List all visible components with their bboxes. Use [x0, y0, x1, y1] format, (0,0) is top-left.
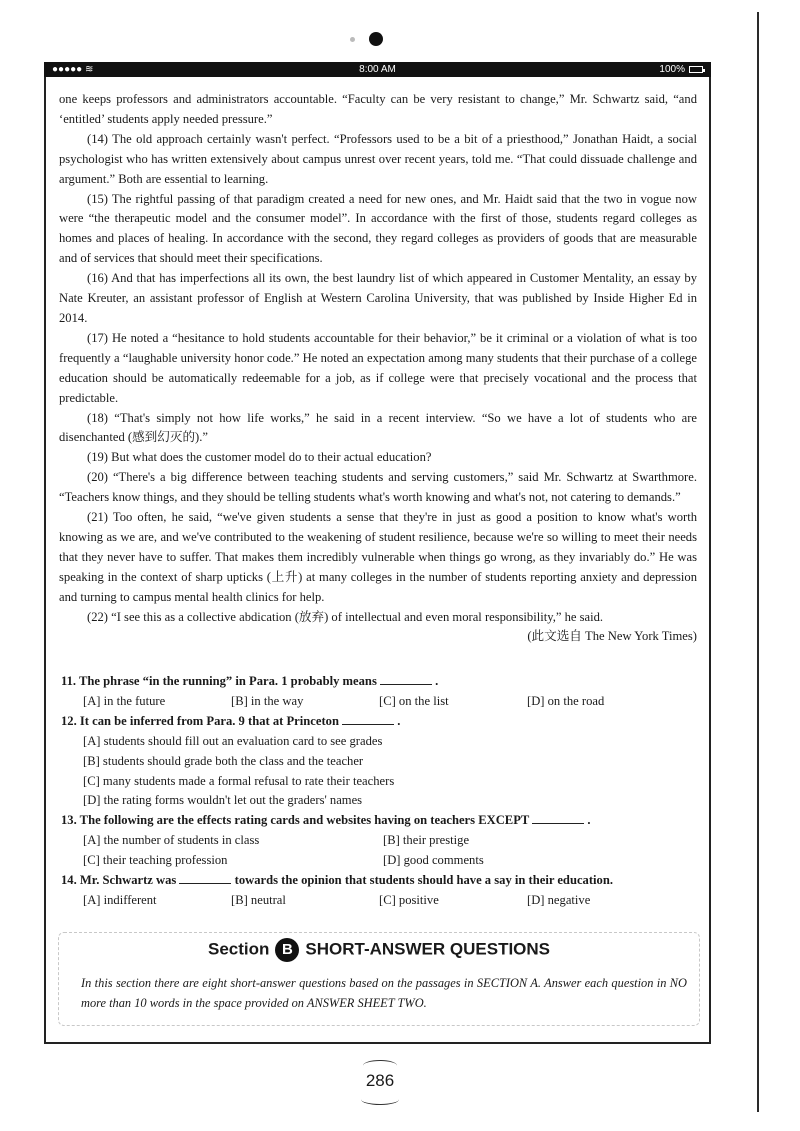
page-number-arc-bottom	[361, 1094, 399, 1105]
passage-paragraph: (17) He noted a “hesitance to hold students accountable for their behavior,” be it criminal or a violation of what is too frequently a “laughable university honor code.” He noted an expectation among many students that their purchase of a college education should be automatically redeemable for a job, as if college were that precisely vocational and the process that predictable.	[59, 330, 697, 405]
question-block	[61, 672, 701, 712]
battery-percent: 100%	[659, 64, 685, 75]
question-stem-tail: .	[435, 674, 439, 688]
question-list	[61, 672, 701, 911]
reading-passage	[59, 90, 697, 647]
question-stem-text: 12. It can be inferred from Para. 9 that at Princeton	[61, 713, 339, 728]
battery-icon	[689, 66, 703, 73]
question-stem-tail: towards the opinion that students should have a say in their education.	[234, 873, 613, 888]
question-block	[61, 871, 701, 911]
answer-option: [B] their prestige	[383, 833, 470, 848]
passage-paragraph: (19) But what does the customer model do to their actual education?	[87, 450, 432, 465]
question-options	[83, 831, 701, 871]
status-time: 8:00 AM	[359, 64, 396, 75]
question-stem	[61, 811, 701, 831]
answer-option: [D] good comments	[383, 853, 484, 868]
passage-paragraph: (16) And that has imperfections all its own, the best laundry list of which appeared in Customer Mentality, an essay by Nate Kreuter, an assistant professor of English at Western Carolina University, that was published by Inside Higher Ed in 2014.	[59, 271, 697, 325]
answer-blank	[532, 811, 584, 824]
question-stem	[61, 871, 701, 891]
question-stem-tail: .	[397, 713, 401, 728]
answer-option: [C] positive	[379, 892, 439, 907]
question-options	[83, 891, 701, 911]
passage-source: (此文选自 The New York Times)	[527, 629, 697, 644]
question-stem-text: 13. The following are the effects rating cards and websites having on teachers EXCEPT	[61, 813, 530, 828]
section-instructions: In this section there are eight short-answer questions based on the passages in SECTION A. Answer each question in NO more than 10 words in the space provided on ANSWER SHEET TWO.	[81, 976, 687, 1010]
section-b-box	[58, 932, 700, 1026]
page-edge-rule	[757, 12, 759, 1112]
passage-paragraph: (14) The old approach certainly wasn't perfect. “Professors used to be a bit of a priesthood,” Jonathan Haidt, a social psychologist who has written extensively about campus unrest over recent years, told me. “That could dissuade challenge and argument.” Both are essential to learning.	[59, 131, 697, 186]
answer-option: [A] students should fill out an evaluation card to see grades	[83, 733, 383, 748]
answer-option: [D] on the road	[527, 693, 605, 708]
answer-blank	[179, 871, 231, 884]
answer-option: [B] in the way	[231, 693, 304, 708]
answer-option: [C] their teaching profession	[83, 853, 228, 868]
section-heading: SHORT-ANSWER QUESTIONS	[305, 939, 551, 959]
answer-option: [C] many students made a formal refusal to rate their teachers	[83, 773, 395, 788]
passage-paragraph: one keeps professors and administrators accountable. “Faculty can be very resistant to change,” Mr. Schwartz said, “and ‘entitled’ students apply needed pressure.”	[59, 92, 697, 126]
answer-blank	[380, 672, 432, 685]
sensor-dot	[350, 37, 355, 42]
question-stem	[61, 712, 701, 732]
passage-paragraph: (15) The rightful passing of that paradigm created a need for new ones, and Mr. Haidt said that the two in vogue now were “the therapeutic model and the consumer model”. In accordance with the first of those, students regard colleges as homes and places of healing. In accordance with the second, they regard colleges as providers of goods that are measurable and of services that should meet their specifications.	[59, 191, 697, 266]
passage-paragraph: (21) Too often, he said, “we've given students a sense that they're in just as good a position to know what's worth knowing as we are, and we've contributed to the weakening of student resilience, because we're so willing to meet their needs that they never have to suffer. That makes them incredibly vulnerable when things go wrong, as they invariably do.” He was speaking in the context of sharp upticks (上升) at many colleges in the number of students reporting anxiety and depression and turning to campus mental health clinics for help.	[59, 510, 697, 604]
signal-icon: ●●●●● ≋	[52, 64, 94, 75]
answer-option: [C] on the list	[379, 693, 449, 708]
question-stem-text: 11. The phrase “in the running” in Para. 1 probably means	[61, 674, 377, 688]
question-options	[83, 732, 701, 812]
section-letter-badge: B	[275, 938, 299, 962]
section-b-title	[59, 938, 699, 962]
question-block	[61, 811, 701, 871]
question-block	[61, 712, 701, 812]
question-stem-tail: .	[587, 813, 591, 828]
camera-icon	[369, 32, 383, 46]
question-stem-text: 14. Mr. Schwartz was	[61, 873, 177, 888]
passage-paragraph: (20) “There's a big difference between teaching students and serving customers,” said Mr. Schwartz at Swarthmore. “Teachers know things, and they should be telling students what's worth knowing and what's not, not catering to demands.”	[59, 470, 697, 505]
page-number	[355, 1066, 405, 1102]
answer-option: [A] the number of students in class	[83, 833, 260, 848]
answer-option: [D] the rating forms wouldn't let out the graders' names	[83, 793, 363, 808]
answer-option: [B] students should grade both the class and the teacher	[83, 753, 364, 768]
question-options	[83, 692, 701, 712]
answer-option: [B] neutral	[231, 892, 286, 907]
section-word: Section	[207, 939, 270, 959]
answer-option: [A] indifferent	[83, 892, 157, 907]
answer-option: [A] in the future	[83, 693, 166, 708]
status-bar	[44, 62, 711, 77]
passage-paragraph: (22) “I see this as a collective abdication (放弃) of intellectual and even moral responsibility,” he said.	[87, 609, 604, 624]
answer-option: [D] negative	[527, 892, 591, 907]
page-number-arc-top	[363, 1060, 397, 1071]
passage-paragraph: (18) “That's simply not how life works,” he said in a recent interview. “So we have a lot of students who are disenchanted (感到幻灭的).”	[59, 410, 697, 445]
answer-blank	[342, 712, 394, 725]
page-number-text: 286	[365, 1071, 395, 1090]
question-stem	[61, 672, 701, 692]
